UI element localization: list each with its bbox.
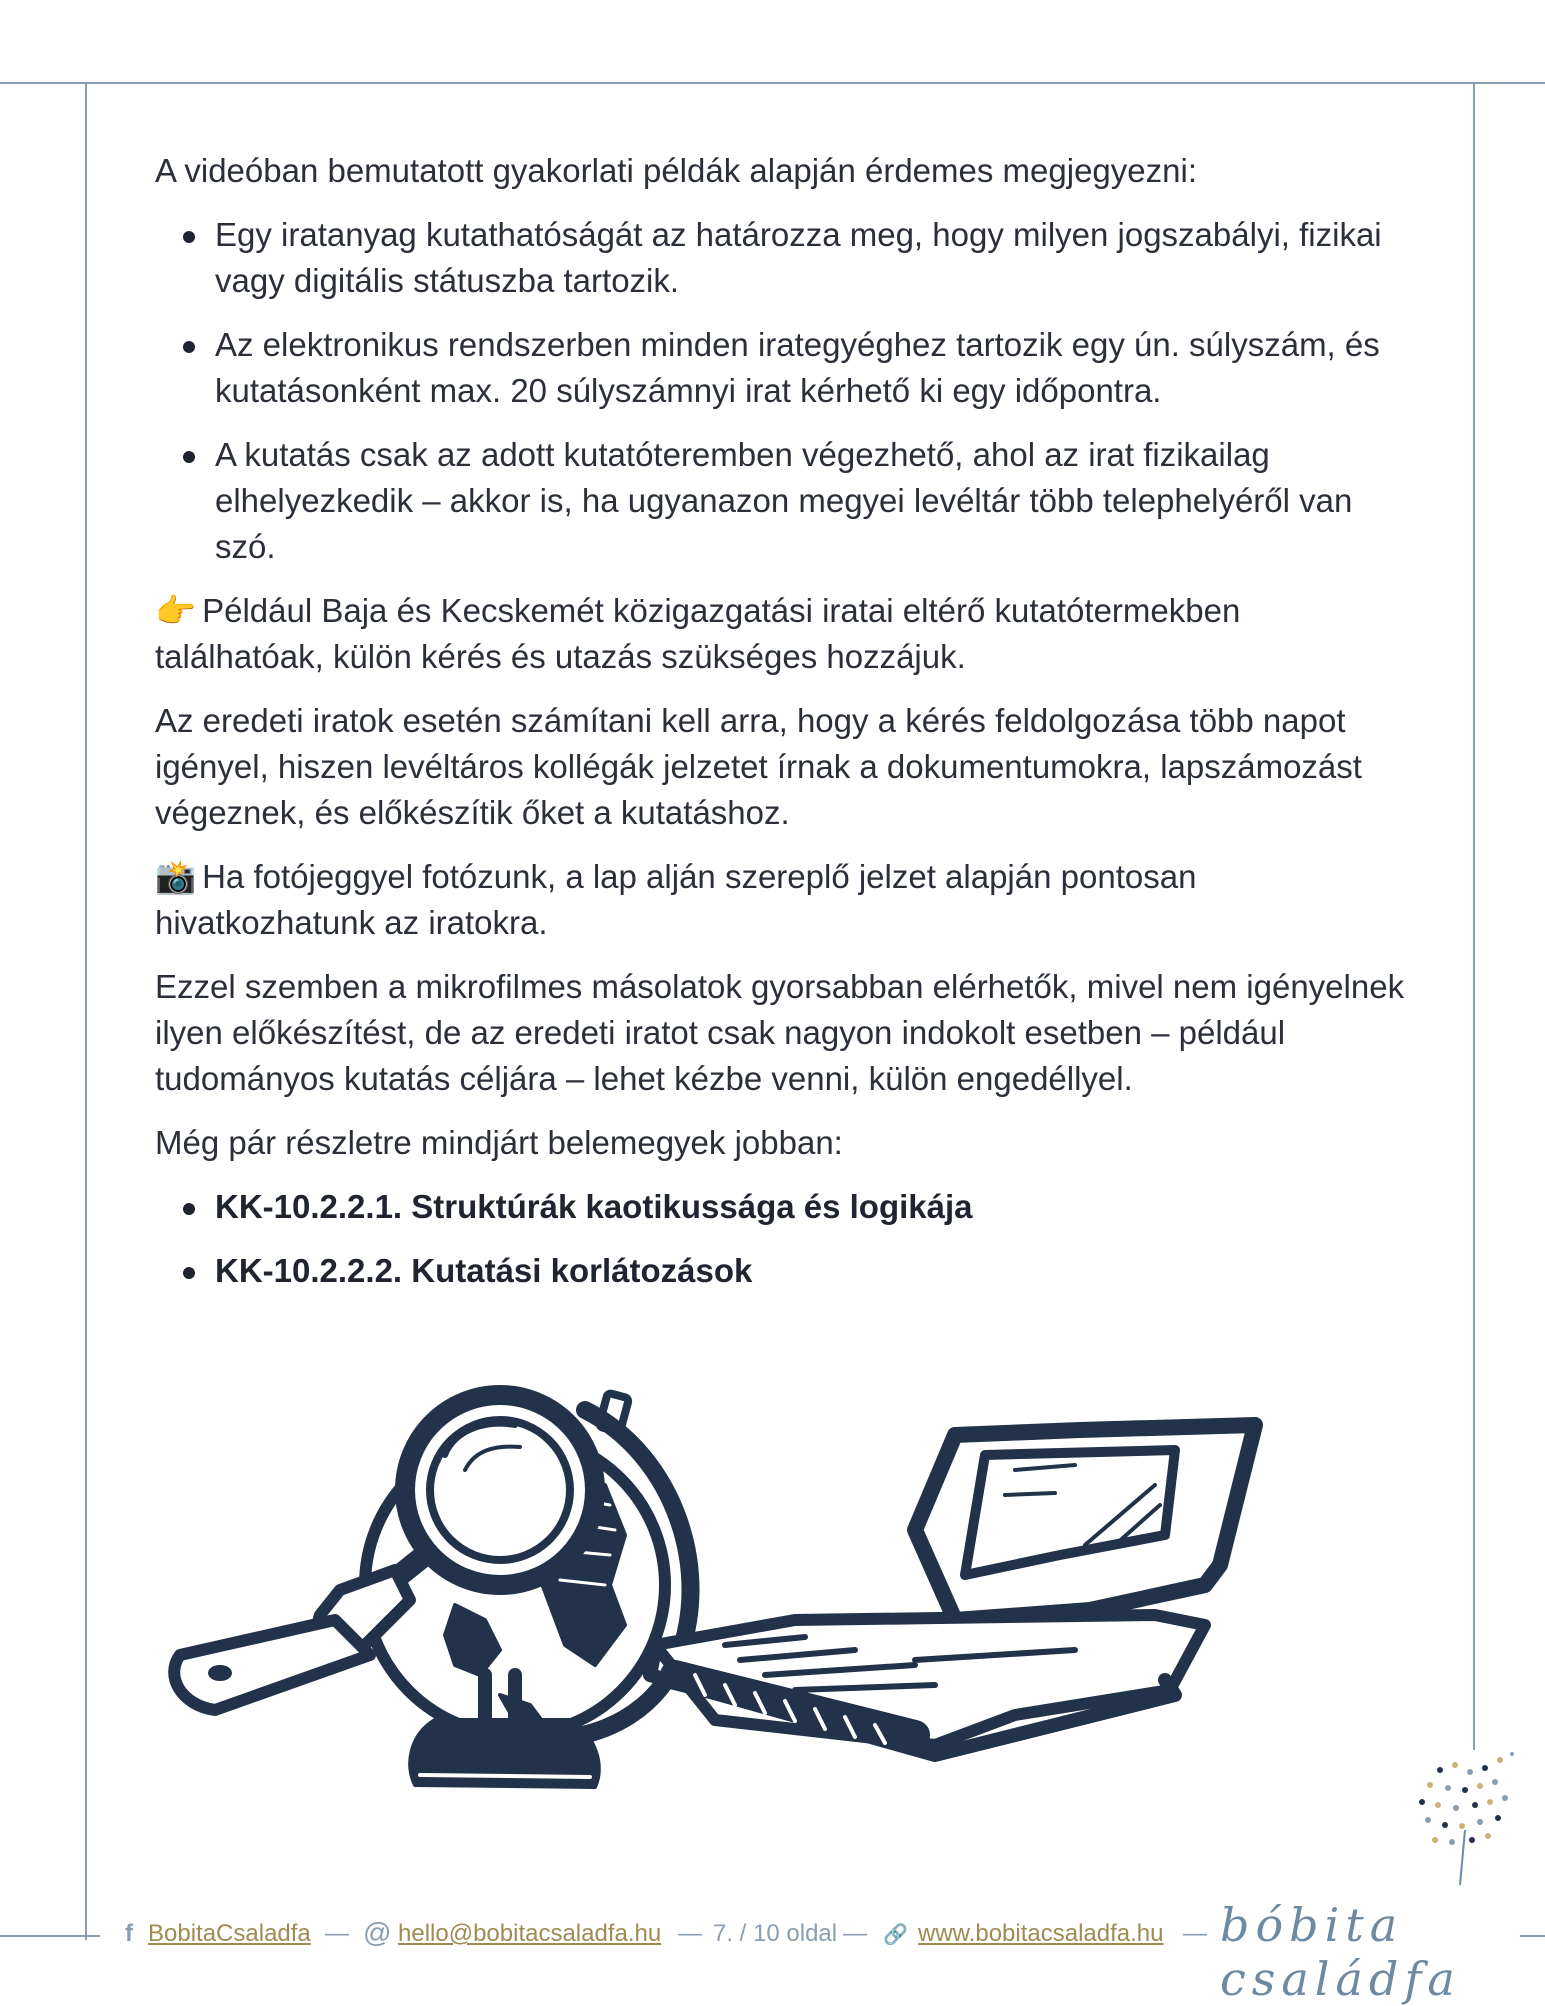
website-link[interactable]: www.bobitacsaladfa.hu [918,1920,1164,1947]
footer-separator: — [1183,1920,1207,1947]
email-link[interactable]: hello@bobitacsaladfa.hu [398,1920,662,1947]
microfilm-paragraph: Ezzel szemben a mikrofilmes másolatok gyorsabban elérhetők, mivel nem igényelnek ilyen előkészítést, de az eredeti iratot csak nagyon indokolt esetben – például tudományos kutatás céljára – lehet kézbe venni, külön engedéllyel. [155,968,1405,1097]
pointing-hand-icon: 👉 [155,591,197,630]
link-icon: 🔗 [883,1924,908,1946]
footer-line-left [0,1935,100,1937]
originals-paragraph: Az eredeti iratok esetén számítani kell arra, hogy a kérés feldolgozása több napot igényel, hiszen levéltáros kollégák jelzetet írnak a dokumentumokra, lapszámozást végeznek, és előkészítik őket a kutatáshoz. [155,702,1362,831]
photo-tip-text: Ha fotójeggyel fotózunk, a lap alján szereplő jelzet alapján pontosan hivatkozhatunk az iratokra. [155,858,1197,941]
footer-separator: — [843,1920,867,1947]
related-topics-list [155,1184,1415,1294]
photo-tip-paragraph [155,854,1415,946]
logo-dandelion-icon [1380,1750,1530,1895]
example-text: Például Baja és Kecskemét közigazgatási iratai eltérő kutatótermekben találhatóak, külön kérés és utazás szükséges hozzájuk. [155,592,1241,675]
page-content [155,148,1415,1312]
facebook-icon: f [125,1920,133,1947]
intro-text: A videóban bemutatott gyakorlati példák alapján érdemes megjegyezni: [155,152,1197,189]
list-item: A kutatás csak az adott kutatóteremben végezhető, ahol az irat fizikailag elhelyezkedik – akkor is, ha ugyanazon megyei levéltár több telephelyéről van szó. [155,432,1415,570]
facebook-link[interactable]: BobitaCsaladfa [148,1920,311,1947]
camera-icon: 📸 [155,857,197,896]
email-icon: @ [363,1917,392,1948]
page-number: 7. / 10 oldal [713,1920,838,1947]
footer-separator: — [678,1920,702,1947]
frame-right-line [1473,82,1475,1750]
globe-magnifier-laptop-illustration [155,1375,1385,1825]
key-points-list [155,212,1415,570]
list-item: Egy iratanyag kutathatóságát az határozza meg, hogy milyen jogszabályi, fizikai vagy digitális státuszba tartozik. [155,212,1415,304]
topic-link-structures[interactable]: KK-10.2.2.1. Struktúrák kaotikussága és logikája [155,1184,1415,1230]
brand-logo-text: bóbita családfa [1220,1898,1461,2006]
frame-left-line [85,82,87,1940]
illustrations [155,1375,1385,1830]
frame-top-line [0,82,1545,84]
topic-link-restrictions[interactable]: KK-10.2.2.2. Kutatási korlátozások [155,1248,1415,1294]
list-item: Az elektronikus rendszerben minden irategyéghez tartozik egy ún. súlyszám, és kutatásonként max. 20 súlyszámnyi irat kérhető ki egy időpontra. [155,322,1415,414]
more-details-intro: Még pár részletre mindjárt belemegyek jobban: [155,1124,843,1161]
footer-separator: — [325,1920,349,1947]
example-paragraph [155,588,1415,680]
